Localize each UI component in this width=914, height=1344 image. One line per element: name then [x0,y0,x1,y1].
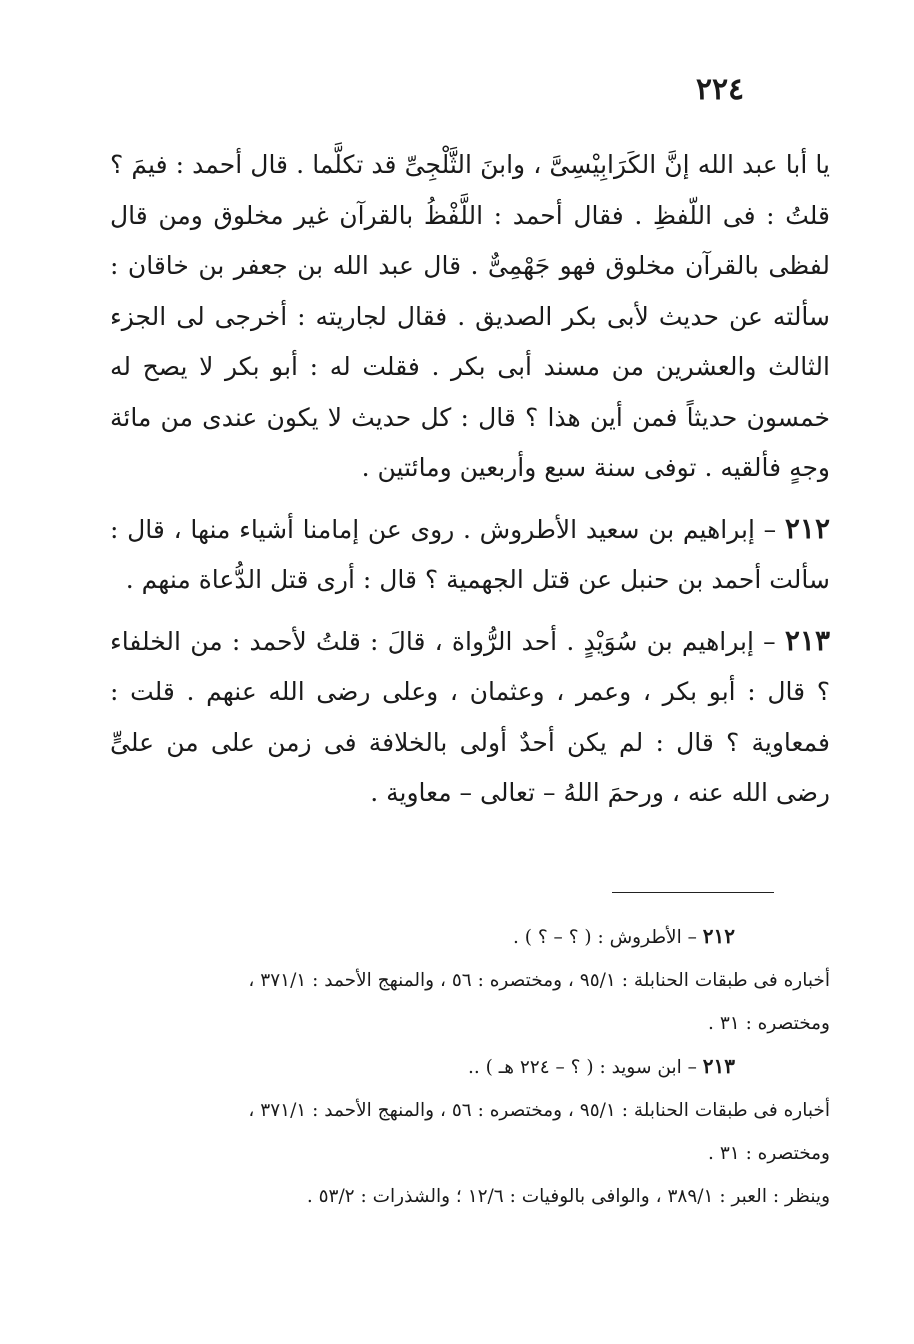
entry-number: ٢١٢ [784,511,830,545]
footnote-number: ٢١٢ [702,924,735,948]
entry-213 [110,616,830,819]
footnote-213-head [110,1045,830,1089]
main-text [110,140,830,819]
footnote-212-head [110,915,830,959]
footnote-212-line2: ومختصره : ٣١ . [708,1013,830,1034]
page-number: ٢٢٤ [695,72,745,107]
footnote-212-line1: أخباره فى طبقات الحنابلة : ٩٥/١ ، ومختصره : ٥٦ ، والمنهج الأحمد : ٣٧١/١ ، [248,970,830,991]
footnote-title: – ابن سويد : ( ؟ – ٢٢٤ هـ ) .. [468,1057,697,1078]
entry-text: – إبراهيم بن سُوَيْدٍ . أحد الرُّواة ، قالَ : قلتُ لأحمد : من الخلفاء ؟ قال : أبو بكر ، وعمر ، وعثمان ، وعلى رضى الله عنهم . قلت : فمعاوية ؟ قال : لم يكن أحدٌ أولى بالخلافة فى زمن على من علىٍّ رضى الله عنه ، ورحمَ اللهُ – تعالى – معاوية . [110,626,830,807]
footnote-213-line1: أخباره فى طبقات الحنابلة : ٩٥/١ ، ومختصره : ٥٦ ، والمنهج الأحمد : ٣٧١/١ ، [248,1100,830,1121]
entry-text: – إبراهيم بن سعيد الأطروش . روى عن إمامنا أشياء منها ، قال : سألت أحمد بن حنبل عن قتل الجهمية ؟ قال : أرى قتل الدُّعاة منهم . [110,514,830,594]
footnote-title: – الأطروش : ( ؟ – ؟ ) . [513,927,697,948]
footnote-213-line2: ومختصره : ٣١ . [708,1143,830,1164]
entry-number: ٢١٣ [784,623,830,657]
paragraph-continuation: يا أبا عبد الله إنَّ الكَرَابِيْسِىَّ ، وابنَ الثَّلْجِىِّ قد تكلَّما . قال أحمد : فيمَ ؟ قلتُ : فى اللّفظِ . فقال أحمد : اللَّفْظُ بالقرآن غير مخلوق ومن قال لفظى بالقرآن مخلوق فهو جَهْمِىٌّ . قال عبد الله بن جعفر بن خاقان : سألته عن حديث لأبى بكر الصديق . فقال لجاريته : أخرجى لى الجزء الثالث والعشرين من مسند أبى بكر . فقلت له : أبو بكر لا يصح له خمسون حديثاً فمن أين هذا ؟ قال : كل حديث لا يكون عندى من مائة وجهٍ فألقيه . توفى سنة سبع وأربعين ومائتين . [110,150,830,482]
footnote-divider [612,892,774,893]
footnote-213-line3: وينظر : العبر : ٣٨٩/١ ، والوافى بالوفيات : ١٢/٦ ؛ والشذرات : ٥٣/٢ . [306,1186,830,1207]
footnotes [110,915,830,1218]
footnote-number: ٢١٣ [702,1054,735,1078]
entry-212 [110,504,830,606]
